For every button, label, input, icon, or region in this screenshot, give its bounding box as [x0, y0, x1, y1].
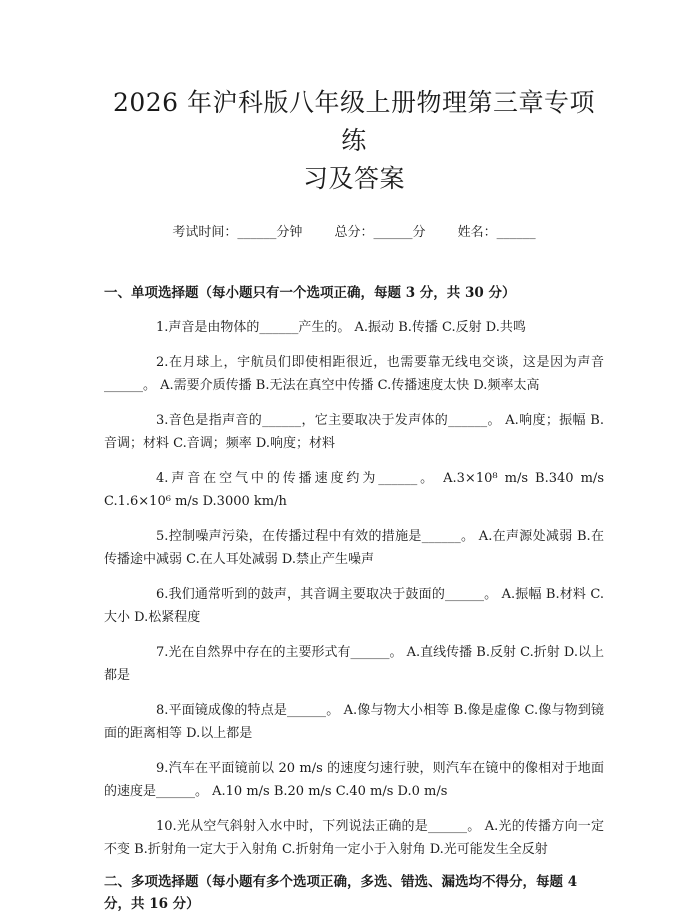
question-text: 汽车在平面镜前以 20 m/s 的速度匀速行驶，则汽车在镜中的像相对于地面的速度是______。 A.10 m/s B.20 m/s C.40 m/s D.0 m/s: [104, 761, 604, 799]
question-text: 声音是由物体的______产生的。 A.振动 B.传播 C.反射 D.共鸣: [168, 320, 526, 335]
question-text: 平面镜成像的特点是______。 A.像与物大小相等 B.像是虚像 C.像与物到镜面的距离相等 D.以上都是: [104, 703, 604, 741]
question-text: 控制噪声污染，在传播过程中有效的措施是______。 A.在声源处减弱 B.在传播途中减弱 C.在人耳处减弱 D.禁止产生噪声: [104, 529, 604, 567]
total-score: 总分：______分: [334, 225, 426, 240]
question-item: [104, 351, 604, 397]
question-list: [104, 316, 604, 861]
question-text: 光在自然界中存在的主要形式有______。 A.直线传播 B.反射 C.折射 D.以上都是: [104, 645, 604, 683]
question-item: [104, 815, 604, 861]
document-title: [104, 0, 604, 198]
title-line-2: 习及答案: [302, 164, 405, 193]
question-number: 2.: [156, 355, 169, 370]
question-number: 9.: [156, 761, 169, 776]
section-heading-single-choice: 一、单项选择题（每小题只有一个选项正确，每题 3 分，共 30 分）: [104, 285, 516, 301]
student-name: 姓名：______: [457, 225, 536, 240]
question-item: [104, 583, 604, 629]
question-number: 5.: [156, 529, 169, 544]
question-item: [104, 641, 604, 687]
question-number: 10.: [156, 819, 177, 834]
section-heading-multiple-choice: 二、多项选择题（每小题有多个选项正确，多选、错选、漏选均不得分，每题 4 分，共 16 分）: [104, 874, 578, 912]
question-number: 1.: [156, 320, 169, 335]
question-item: [104, 467, 604, 513]
question-number: 4.: [156, 471, 169, 486]
question-item: [104, 757, 604, 803]
question-text: 声音在空气中的传播速度约为______。 A.3×10⁸ m/s B.340 m/s C.1.6×10⁶ m/s D.3000 km/h: [104, 471, 604, 509]
question-item: [104, 316, 604, 339]
title-line-1: 2026 年沪科版八年级上册物理第三章专项练: [112, 88, 596, 155]
question-number: 8.: [156, 703, 169, 718]
question-item: [104, 525, 604, 571]
question-number: 3.: [156, 413, 169, 428]
question-text: 音色是指声音的______，它主要取决于发声体的______。 A.响度；振幅 B.音调；材料 C.音调；频率 D.响度；材料: [104, 413, 604, 451]
question-text: 我们通常听到的鼓声，其音调主要取决于鼓面的______。 A.振幅 B.材料 C.大小 D.松紧程度: [104, 587, 604, 625]
question-item: [104, 699, 604, 745]
question-text: 光从空气斜射入水中时，下列说法正确的是______。 A.光的传播方向一定不变 B.折射角一定大于入射角 C.折射角一定小于入射角 D.光可能发生全反射: [104, 819, 604, 857]
question-number: 6.: [156, 587, 169, 602]
question-item: [104, 409, 604, 455]
exam-info: [104, 224, 604, 242]
question-text: 在月球上，宇航员们即使相距很近，也需要靠无线电交谈，这是因为声音______。 A.需要介质传播 B.无法在真空中传播 C.传播速度太快 D.频率太高: [104, 355, 604, 393]
exam-time: 考试时间：______分钟: [172, 225, 303, 240]
question-number: 7.: [156, 645, 169, 660]
